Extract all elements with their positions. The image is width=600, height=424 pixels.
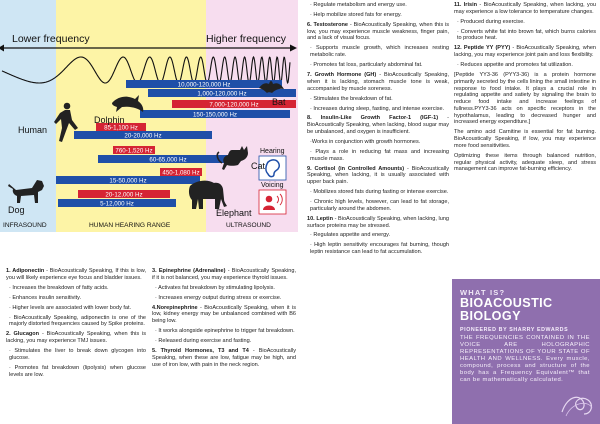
paragraph-text: Optimizing these items through balanced nutrition, regular physical activity, adequate sleep, and stress management can improve fat-burning efficiency. xyxy=(454,152,596,173)
hormone-heading: 5. Thyroid Hormones, T3 and T4 xyxy=(152,348,249,355)
paragraph-text: ·Works in conjunction with growth hormones. xyxy=(310,138,421,145)
paragraph xyxy=(454,29,596,43)
bioacoustic-description: THE FREQUENCIES CONTAINED IN THE VOICE ARE HOLOGRAPHIC REPRESENTATIONS OF YOUR STATE OF HEALTH AND WELLNESS. Every muscle, compound, process and structure of the body has a Frequency Equivalent™ that can be mathematically calculated. xyxy=(460,335,590,384)
voicing-icon xyxy=(259,190,286,214)
paragraph-text: · Enhances insulin sensitivity. xyxy=(9,294,82,301)
range-label-1: 1,000-120,000 Hz xyxy=(197,90,247,98)
paragraph xyxy=(6,331,146,345)
column-hormones-6-10 xyxy=(307,2,449,259)
pioneer-credit: PIONEERED BY SHARRY EDWARDS xyxy=(460,327,569,333)
paragraph-text: · BioAcoustically Speaking, adiponectin is one of the majorly distorted frequencies caused by Spike proteins. xyxy=(9,314,146,328)
hormone-heading: 6. Testosterone xyxy=(307,21,348,28)
paragraph-text: - BioAcoustically Speaking, if it is not balanced, you may experience thyroid issues. xyxy=(152,268,296,281)
paragraph-text: · Chronic high levels, however, can lead to fat storage, particularly around the abdomen. xyxy=(310,199,449,212)
paragraph-text: · Released during exercise and fasting. xyxy=(155,338,252,345)
paragraph-text: · Stimulates the liver to break down glycogen into glucose. xyxy=(9,348,146,361)
range-label-6: 760-1,520 Hz xyxy=(115,147,153,155)
paragraph xyxy=(152,268,296,282)
bat-label: Bat xyxy=(272,97,286,107)
higher-frequency-label: Higher frequency xyxy=(206,33,286,45)
paragraph xyxy=(307,45,449,59)
paragraph xyxy=(152,295,296,302)
paragraph-text: · Promotes fat loss, particularly abdominal fat. xyxy=(310,62,423,69)
frequency-range-chart xyxy=(0,0,298,232)
range-label-4: 85-1,100 Hz xyxy=(104,124,138,132)
range-label-7: 60-65,000 Hz xyxy=(149,156,187,164)
range-label-3: 150-150,000 Hz xyxy=(192,111,238,119)
paragraph xyxy=(307,2,449,9)
paragraph xyxy=(307,216,449,230)
paragraph xyxy=(307,12,449,19)
paragraph xyxy=(6,348,146,362)
range-label-0: 10,000-120,000 Hz xyxy=(177,81,231,89)
hormone-heading: 1. Adiponectin xyxy=(6,268,45,274)
paragraph-text: · Increases the breakdown of fatty acids. xyxy=(9,284,109,291)
paragraph xyxy=(307,199,449,213)
paragraph-text: · Increases during sleep, fasting, and intense exercise. xyxy=(310,105,445,112)
paragraph-text: · It works alongside epinephrine to trigger fat breakdown. xyxy=(155,328,295,335)
paragraph-text: - BioAcoustically Speaking, If this is low, you will likely experience eye focus and bladder issues. xyxy=(6,268,147,281)
paragraph xyxy=(454,62,596,69)
hormone-heading: 8. Insulin-Like Growth Factor-1 (IGF-1) xyxy=(307,115,439,122)
paragraph-text: · Supports muscle growth, which increases resting metabolic rate. xyxy=(310,45,449,59)
paragraph-text: · Regulate metabolism and energy use. xyxy=(310,2,407,8)
paragraph-text: · Mobilizes stored fats during fasting or intense exercise. xyxy=(310,189,449,196)
paragraph-text: · Converts white fat into brown fat, which burns calories to produce heat. xyxy=(457,28,596,42)
paragraph xyxy=(6,315,146,329)
dolphin-label: Dolphin xyxy=(94,115,125,125)
paragraph-text: - BioAcoustically Speaking, when it is lacking, stomach muscle tone is weak, accompanied by muscle soreness. xyxy=(307,72,449,92)
hormone-heading: 7. Growth Hormone (GH) xyxy=(307,72,377,79)
paragraph-text: - BioAcoustically Speaking, when lacking, lung surface proteins may be stressed. xyxy=(307,215,450,229)
paragraph xyxy=(454,2,596,16)
paragraph-text: · Activates fat breakdown by stimulating lipolysis. xyxy=(155,284,275,291)
human-label: Human xyxy=(18,125,48,135)
paragraph-text: · Plays a role in reducing fat mass and increasing muscle mass. xyxy=(310,148,449,162)
paragraph xyxy=(6,295,146,302)
paragraph-text: · Help mobilize stored fats for energy. xyxy=(310,11,402,18)
column-hormones-11-12 xyxy=(454,2,596,176)
paragraph xyxy=(152,285,296,292)
hormone-heading: 12. Peptide YY (PYY) xyxy=(454,45,511,52)
paragraph-text: · Increases energy output during stress or exercise. xyxy=(155,294,282,301)
paragraph-text: - BioAcoustically Speaking, when lacking, blood sugar may be unbalanced, and oxygen is insufficient. xyxy=(307,115,450,135)
paragraph xyxy=(454,153,596,173)
infrasound-label: INFRASOUND xyxy=(3,222,47,229)
range-label-11: 5-12,000 Hz xyxy=(100,200,134,208)
paragraph xyxy=(152,348,296,368)
hormone-heading: 2. Glucagon xyxy=(6,331,40,338)
paragraph-text: · Produced during exercise. xyxy=(457,18,525,25)
paragraph xyxy=(152,305,296,325)
paragraph xyxy=(307,232,449,239)
paragraph xyxy=(307,62,449,69)
paragraph xyxy=(6,365,146,379)
voicing-label: Voicing xyxy=(261,182,284,189)
what-is-label: WHAT IS? xyxy=(460,288,506,297)
lower-frequency-label: Lower frequency xyxy=(12,33,90,45)
range-label-5: 20-20,000 Hz xyxy=(124,132,162,140)
paragraph-text: · Stimulates the breakdown of fat. xyxy=(310,95,393,102)
paragraph-text: [Peptide YY3-36 (PYY3-36) is a protein hormone primarily secreted by the cells lining the small intestine in response to food intake. It plays a crucial role in regulating appetite and satiety by signaling the brain to reduce food intake and increase feelings of fullness.PYY3-36 acts on specific receptors in the hypothalamus, leading to decreased hunger and increased energy expenditure.] xyxy=(454,72,596,126)
paragraph-text: The amino acid Carnitine is essential for fat burning. BioAcoustically Speaking, if low, you may experience more food sensitivities. xyxy=(454,129,596,149)
hormone-heading: 9. Cortisol (in Controlled Amounts) xyxy=(307,165,405,172)
paragraph-text: · Promotes fat breakdown (lipolysis) when glucose levels are low. xyxy=(9,364,146,378)
paragraph xyxy=(454,45,596,59)
paragraph xyxy=(454,72,596,126)
paragraph xyxy=(152,328,296,335)
paragraph xyxy=(454,129,596,149)
paragraph xyxy=(307,106,449,113)
paragraph xyxy=(307,166,449,186)
paragraph xyxy=(307,242,449,256)
dog-label: Dog xyxy=(8,205,25,215)
range-label-8: 450-1,080 Hz xyxy=(162,169,200,177)
hormone-heading: 10. Leptin xyxy=(307,215,333,222)
range-label-2: 7,000-120,000 Hz xyxy=(209,101,259,109)
paragraph xyxy=(307,189,449,196)
paragraph-text: · Regulates appetite and energy. xyxy=(310,232,391,239)
paragraph xyxy=(454,19,596,26)
paragraph-text: · High leptin sensitivity encourages fat burning, though leptin resistance can lead to fat accumulation. xyxy=(310,242,449,256)
paragraph-text: - BioAcoustically Speaking, when this is lacking, you may experience TMJ issues. xyxy=(6,331,146,345)
paragraph-text: - BioAcoustically Speaking, when these are low, fatigue may be high, and use of iron low, with pain in the neck region. xyxy=(152,348,297,368)
paragraph-text: - BioAcoustically Speaking, when this is low, you may experience muscle weakness, finger pain, and a lack of visual focus. xyxy=(307,21,449,42)
paragraph xyxy=(6,305,146,312)
swirl-decoration-icon xyxy=(558,390,598,418)
paragraph xyxy=(152,338,296,345)
paragraph-text: - BioAcoustically Speaking, when lacking, you may experience joint pain and loss flexibility. xyxy=(454,45,596,59)
paragraph xyxy=(6,285,146,292)
paragraph-text: - BioAcoustically Speaking, when lacking, it is usually associated with upper back pain. xyxy=(307,165,449,186)
hormone-heading: 4.Norepinephrine xyxy=(152,304,198,311)
paragraph xyxy=(307,22,449,42)
elephant-label: Elephant xyxy=(216,208,252,218)
column-hormones-1-2 xyxy=(6,268,146,381)
hormone-heading: 11. Irisin xyxy=(454,2,478,8)
column-hormones-3-5 xyxy=(152,268,296,372)
hormone-heading: 3. Epinephrine (Adrenaline) xyxy=(152,268,226,274)
paragraph xyxy=(307,96,449,103)
cat-label: Cat xyxy=(251,161,266,171)
hearing-label: Hearing xyxy=(260,148,285,155)
bioacoustic-title: BIOACOUSTIC BIOLOGY xyxy=(460,296,553,324)
paragraph-text: - BioAcoustically Speaking, when lacking, you may experience a low tolerance to temperature changes. xyxy=(454,2,596,15)
range-label-9: 15-50,000 Hz xyxy=(109,177,147,185)
hearing-range-label: HUMAN HEARING RANGE xyxy=(89,222,171,229)
paragraph xyxy=(307,149,449,163)
range-label-10: 20-12,000 Hz xyxy=(105,191,143,199)
ultrasound-label: ULTRASOUND xyxy=(226,222,271,229)
paragraph xyxy=(307,72,449,92)
paragraph-text: · Higher levels are associated with lower body fat. xyxy=(9,304,132,311)
paragraph-text: - BioAcoustically Speaking, when it is low, kidney energy may be unbalanced combined with B6 being low. xyxy=(152,304,296,325)
paragraph xyxy=(6,268,146,282)
bioacoustic-biology-panel xyxy=(452,279,600,424)
paragraph-text: · Reduces appetite and promotes fat utilization. xyxy=(457,62,573,69)
paragraph xyxy=(307,115,449,135)
paragraph xyxy=(307,139,449,146)
